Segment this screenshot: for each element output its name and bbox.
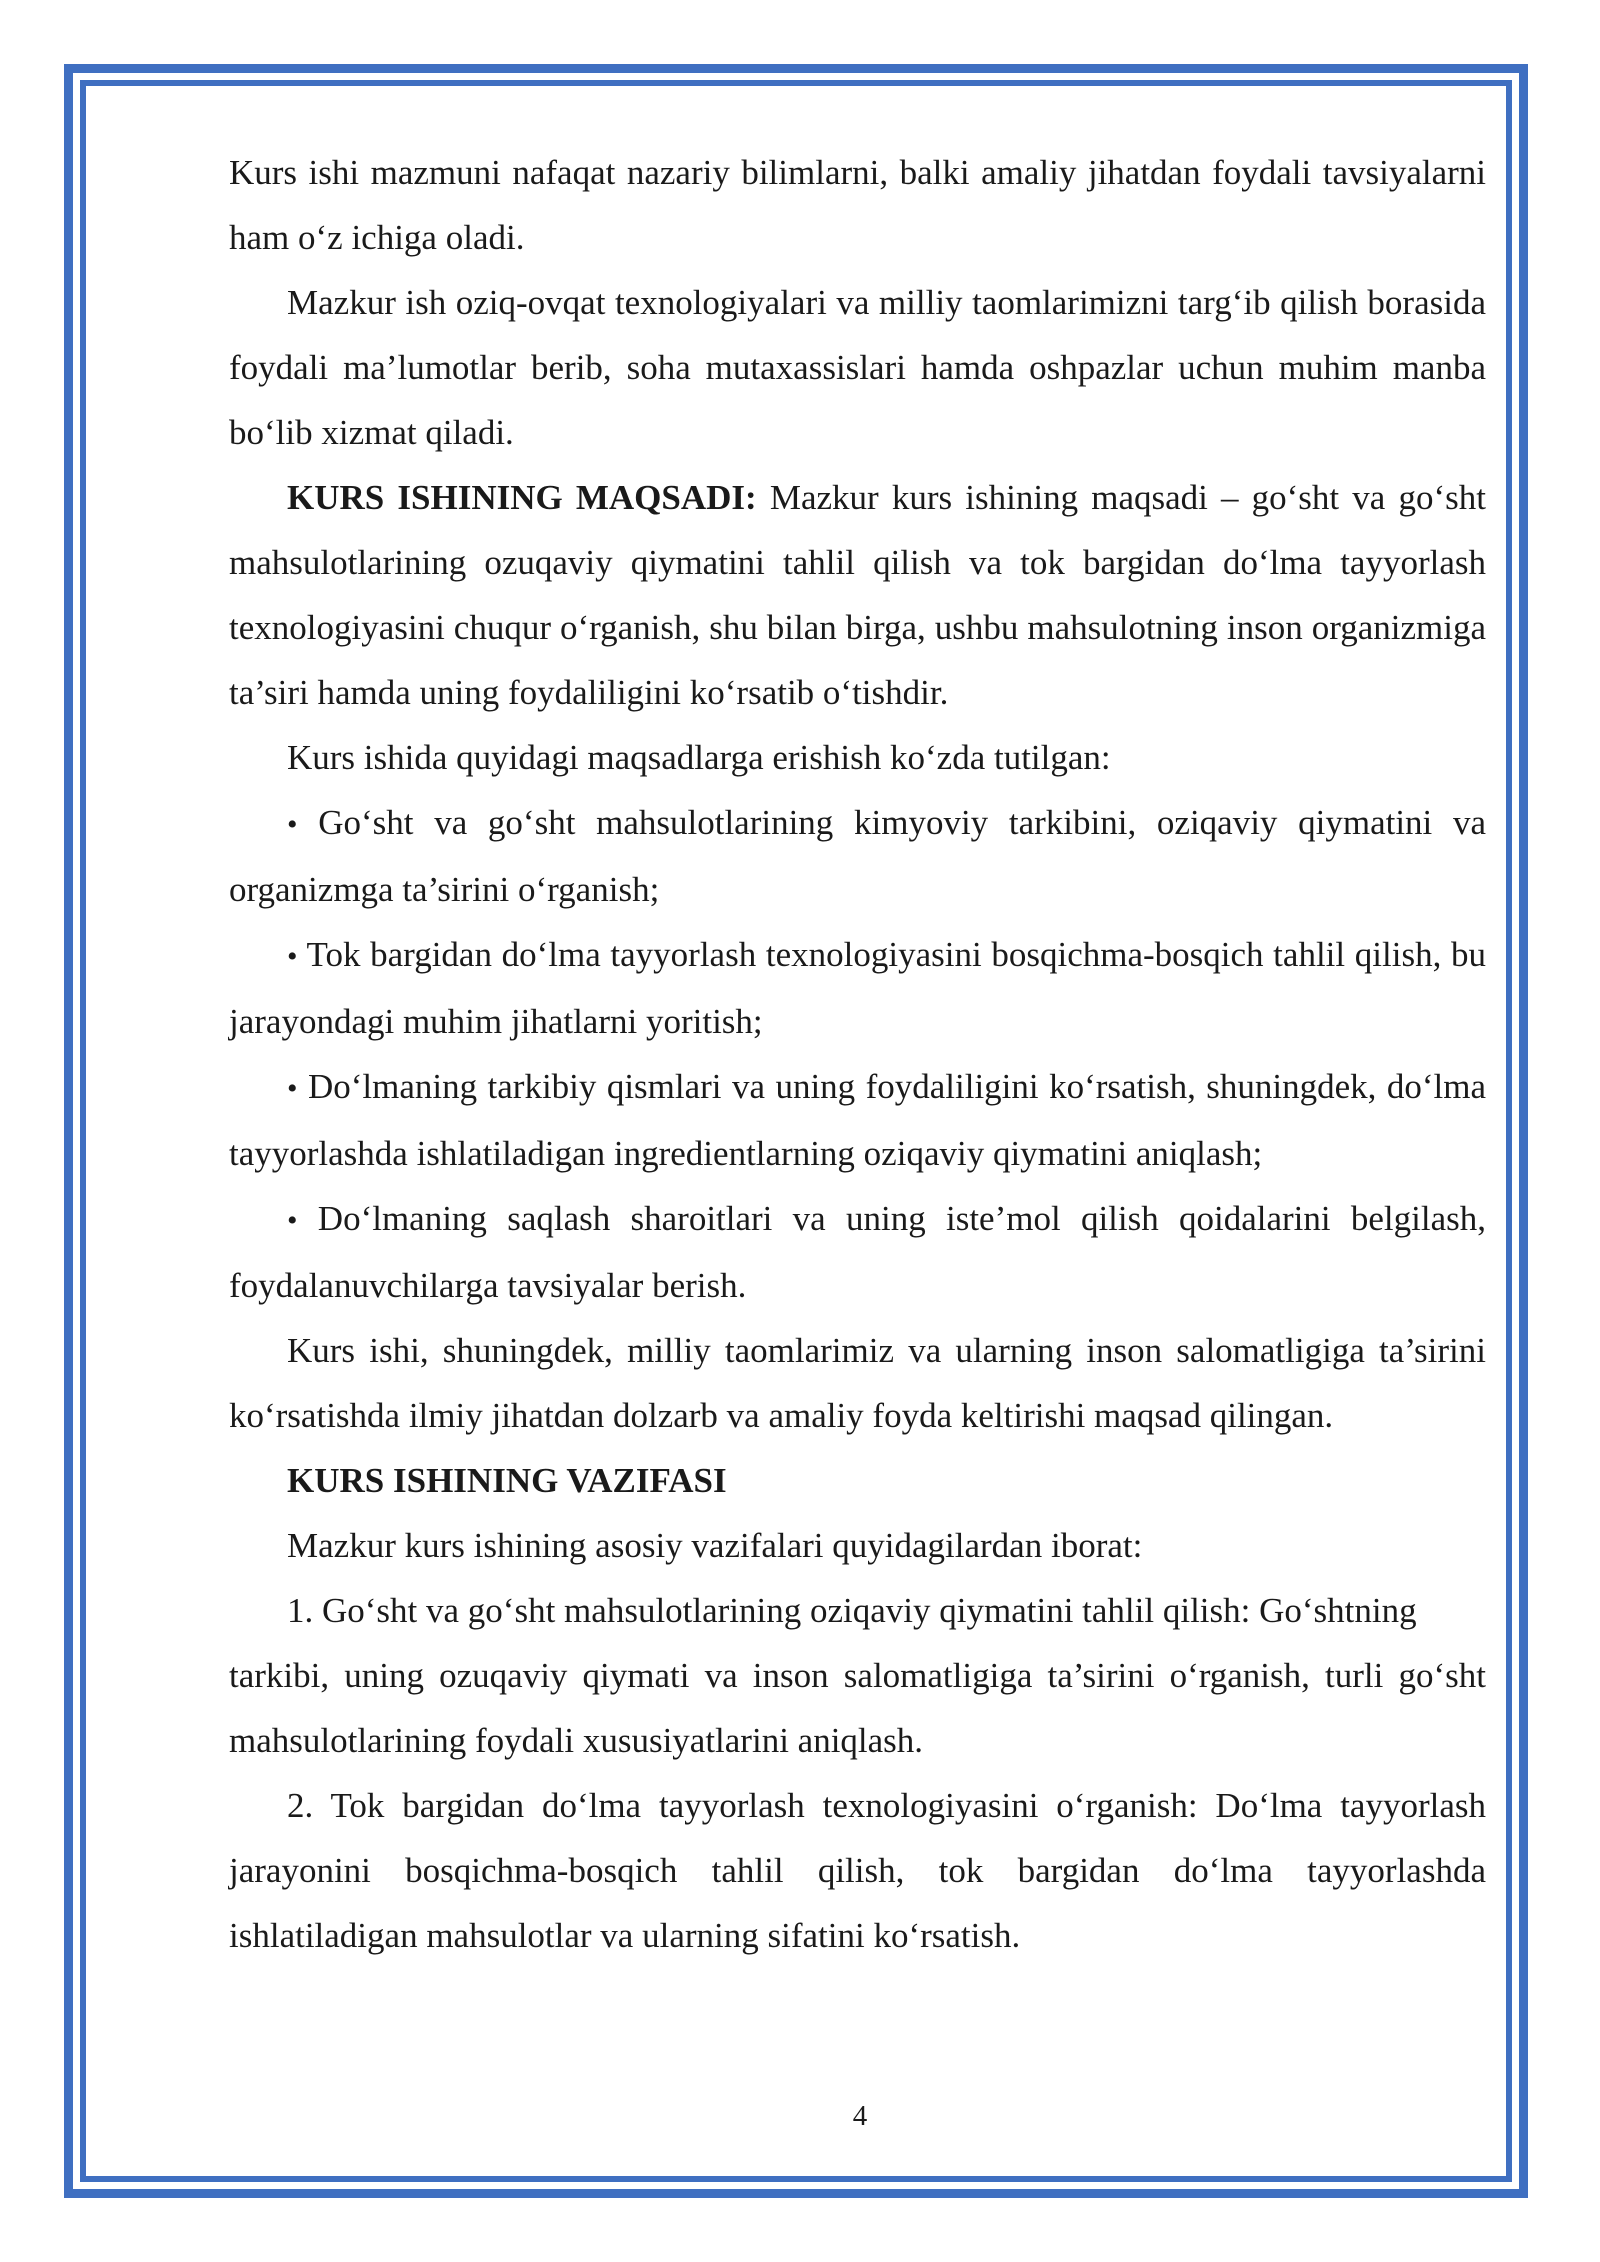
bullet-dot-icon: • [287,808,298,841]
bullet-item [229,1186,1486,1318]
paragraph-relevance: Kurs ishi, shuningdek, milliy taomlarimiz va ularning inson salomatligiga ta’sirini ko‘rsatishda ilmiy jihatdan dolzarb va amaliy foyda keltirishi maqsad qilingan. [229,1331,1486,1435]
bullet-text: Do‘lmaning saqlash sharoitlari va uning iste’mol qilish qoidalarini belgilash, foydalanuvchilarga tavsiyalar berish. [229,1199,1487,1305]
paragraph-tasks-intro: Mazkur kurs ishining asosiy vazifalari quyidagilardan iborat: [287,1526,1143,1565]
task-2: 2. Tok bargidan do‘lma tayyorlash texnologiyasini o‘rganish: Do‘lma tayyorlash jarayonini bosqichma-bosqich tahlil qilish, tok bargidan do‘lma tayyorlashda ishlatiladigan mahsulotlar va ularning sifatini ko‘rsatish. [229,1786,1486,1955]
document-body [229,140,1486,1968]
bullet-item [229,922,1486,1054]
paragraph-intro: Kurs ishi mazmuni nafaqat nazariy bilimlarni, balki amaliy jihatdan foydali tavsiyalarni ham o‘z ichiga oladi. [229,153,1486,257]
task-1-first-line: 1. Go‘sht va go‘sht mahsulotlarining oziqaviy qiymatini tahlil qilish: Go‘shtning [287,1591,1417,1630]
bullet-text: Do‘lmaning tarkibiy qismlari va uning foydaliligini ko‘rsatish, shuningdek, do‘lma tayyorlashda ishlatiladigan ingredientlarning oziqaviy qiymatini aniqlash; [229,1067,1486,1173]
goal-heading-label: KURS ISHINING MAQSADI: [287,478,757,517]
paragraph-objectives-intro: Kurs ishida quyidagi maqsadlarga erishish ko‘zda tutilgan: [287,738,1111,777]
goal-text: Mazkur kurs ishining maqsadi – go‘sht va go‘sht mahsulotlarining ozuqaviy qiymatini tahlil qilish va tok bargidan do‘lma tayyorlash texnologiyasini chuqur o‘rganish, shu bilan birga, ushbu mahsulotning inson organizmiga ta’siri hamda uning foydaliligini ko‘rsatib o‘tishdir. [229,478,1486,712]
paragraph-goal [229,465,1486,725]
bullet-item [229,790,1486,922]
bullet-item [229,1054,1486,1186]
section-heading-vazifasi: KURS ISHINING VAZIFASI [287,1461,727,1500]
bullet-dot-icon: • [287,940,298,973]
bullet-text: Tok bargidan do‘lma tayyorlash texnologiyasini bosqichma-bosqich tahlil qilish, bu jarayondagi muhim jihatlarni yoritish; [229,935,1486,1041]
bullet-dot-icon: • [287,1204,298,1237]
page-number: 4 [852,2100,868,2132]
task-1-continuation: tarkibi, uning ozuqaviy qiymati va inson salomatligiga ta’sirini o‘rganish, turli go‘sht mahsulotlarining foydali xususiyatlarini aniqlash. [229,1656,1486,1760]
bullet-dot-icon: • [287,1072,298,1105]
paragraph-usefulness: Mazkur ish oziq-ovqat texnologiyalari va milliy taomlarimizni targ‘ib qilish borasida foydali ma’lumotlar berib, soha mutaxassislari hamda oshpazlar uchun muhim manba bo‘lib xizmat qiladi. [229,283,1486,452]
bullet-text: Go‘sht va go‘sht mahsulotlarining kimyoviy tarkibini, oziqaviy qiymatini va organizmga ta’sirini o‘rganish; [229,803,1487,909]
